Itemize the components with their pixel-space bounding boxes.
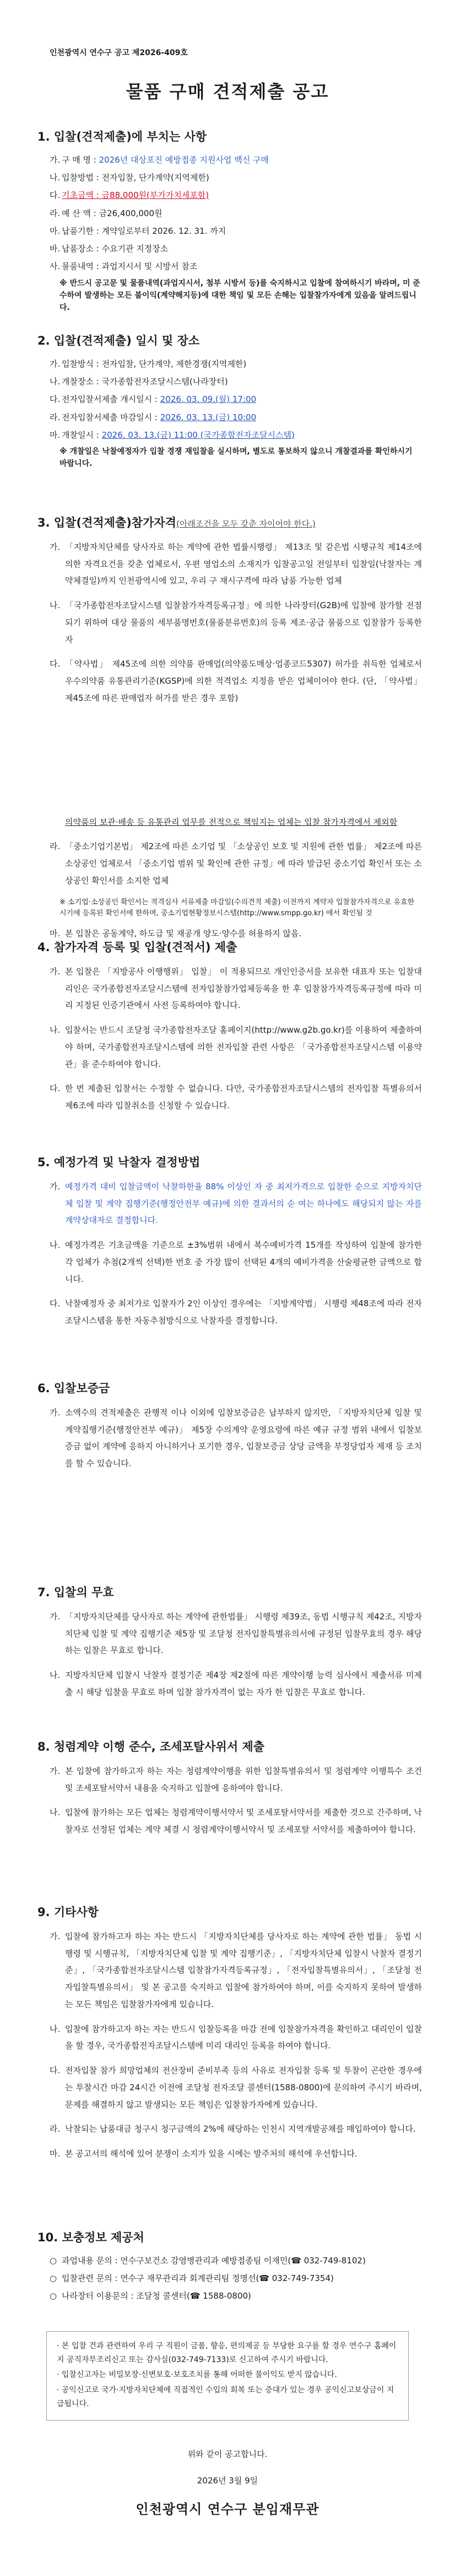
section-heading: 10. 보충정보 제공처 bbox=[37, 2231, 144, 2244]
notice-number: 인천광역시 연수구 공고 제2026-409호 bbox=[50, 49, 188, 57]
notice-line: · 본 입찰 건과 관련하여 우리 구 직원이 금품, 향응, 편의제공 등 부당한 요구를 할 경우 연수구 홈페이지 공직자부조리신고 또는 감사실(032-749-7133)로 신고하여 주시기 바랍니다. bbox=[57, 2342, 397, 2365]
list-item: 다. 한 번 제출된 입찰서는 수정할 수 없습니다. 다만, 국가종합전자조달시스템의 전자입찰 특별유의서 제6조에 따라 입찰취소를 신청할 수 있습니다. bbox=[50, 1083, 422, 1110]
section-1 bbox=[37, 127, 422, 314]
section-heading: 4. 참가자격 등록 및 입찰(견적서) 제출 bbox=[37, 941, 237, 954]
list-item: 나. 입찰에 참가하고자 하는 자는 반드시 입찰등록을 마감 전에 입찰참가자격을 확인하고 대리인이 입찰을 할 경우, 국가종합전자조달시스템에 미리 대리인 등록을 하여야 합니다. bbox=[50, 2024, 422, 2051]
list-item: 나. 「국가종합전자조달시스템 입찰참가자격등록규정」에 의한 나라장터(G2B)에 입찰에 참가할 전점되기 위하여 대상 물품의 세부품명번호(물품분류번호)의 등록 제조·공급 물품으로 입찰참가 등록한 자 bbox=[50, 600, 422, 645]
section-9 bbox=[37, 1902, 422, 2170]
list-item: 나. 지방자치단체 입찰시 낙찰자 결정기준 제4장 제2절에 따른 계약이행 능력 심사에서 제출서류 미제출 시 해당 입찰을 무효로 하며 입찰 참가자격이 없는 자가 한 입찰은 무효로 합니다. bbox=[50, 1670, 422, 1697]
issuing-organization: 인천광역시 연수구 분임재무관 bbox=[136, 2502, 319, 2517]
list-item: 가. 입찰에 참가하고자 하는 자는 반드시 「지방자치단체를 당사자로 하는 계약에 관한 법률」 동법 시행령 및 시행규칙, 「지방자치단체 입찰 및 계약 집행기준」, 「지방자치단체 입찰시 낙찰자 결정기준」, 「국가종합전자조달시스템 입찰참가자격등록규정」, 「전자입찰특별유의서」, 「조달청 전자입찰특별유의서」 및 본 공고를 숙지하고 입찰에 참가하여야 하며, 이를 숙지하지 못하여 발생하는 모든 책임은 입찰참가자에게 있습니다. bbox=[50, 1931, 422, 2009]
section-8 bbox=[37, 1737, 422, 1846]
section-6 bbox=[37, 1378, 422, 1480]
list-item: 다. 낙찰예정자 중 최저가로 입찰자가 2인 이상인 경우에는 「지방계약법」 시행령 제48조에 따라 전자조달시스템을 통한 자동추첨방식으로 낙찰자를 결정합니다. bbox=[50, 1298, 422, 1325]
section-heading: 1. 입찰(견적제출)에 부치는 사항 bbox=[37, 130, 207, 143]
list-item: 가. 「지방자치단체를 당사자로 하는 계약에 관한법률」 시행령 제39조, 동법 시행규칙 제42조, 지방자치단체 입찰 및 계약 집행기준 제5장 및 조달청 전자입찰특별유의서에 규정된 입찰무효의 경우 해당하는 입찰은 무효로 합니다. bbox=[50, 1611, 422, 1656]
section-4 bbox=[37, 937, 422, 1122]
section-heading: 3. 입찰(견적제출)참가자격(아래조건을 모두 갖춘 자이어야 한다.) bbox=[37, 516, 316, 529]
list-item: 마. 본 공고서의 해석에 있어 분쟁이 소지가 있을 시에는 발주처의 해석에 우선합니다. bbox=[50, 2149, 358, 2159]
contact-item: ○ 입찰관련 문의 : 연수구 재무관리과 회계관리팀 정명선(☎ 032-749-7354) bbox=[50, 2273, 334, 2283]
list-item: 가. 구 매 명 : 2026년 대상포진 예방접종 지원사업 백신 구매 bbox=[50, 154, 269, 165]
notice-line: · 공익신고로 국가·지방자치단체에 직접적인 수입의 회복 또는 증대가 있는 경우 공익신고보상금이 지급됩니다. bbox=[57, 2385, 394, 2408]
section-10 bbox=[37, 2228, 422, 2307]
contact-item: ○ 나라장터 이용문의 : 조달청 콜센터(☎ 1588-0800) bbox=[50, 2291, 251, 2301]
list-item: 라. 낙찰되는 납품대금 청구시 청구금액의 2%에 해당하는 인천시 지역개발공채를 매입하여야 합니다. bbox=[50, 2124, 416, 2134]
list-item: 마. 납품기한 : 계약일로부터 2026. 12. 31. 까지 bbox=[50, 226, 226, 236]
section-heading: 9. 기타사항 bbox=[37, 1906, 99, 1919]
list-item: 바. 납품장소 : 수요기관 지정장소 bbox=[50, 244, 169, 254]
list-item: 다. 전자입찰 참가 희망업체의 전산장비 준비부족 등의 사유로 전자입찰 등록 및 투찰이 곤란한 경우에는 투찰시간 마감 24시간 이전에 조달청 전자조달 콜센터(1588-0800)에 문의하여 주시기 바라며, 문제를 해결하지 않고 발생되는 모든 책임은 입찰참가자에게 있습니다. bbox=[50, 2065, 422, 2110]
list-item: 라. 전자입찰서제출 마감일시 : 2026. 03. 13.(금) 10:00 bbox=[50, 412, 257, 422]
list-item: 나. 입찰에 참가하는 모든 업체는 청렴계약이행서약서 및 조세포탈서약서를 제출한 것으로 간주하며, 낙찰자로 선정된 업체는 계약 체결 시 청렴계약이행서약서 및 조세포탈 서약서를 제출하여야 합니다. bbox=[50, 1807, 422, 1834]
list-item: 가. 소액수의 견적제출은 관행적 이나 이외에 입찰보증금은 납부하지 않지만, 「지방자치단체 입찰 및 계약집행기준(행정안전부 예규)」 제5장 수의계약 운영요령에 따른 예규 규정 범위 내에서 입찰보증금 없이 계약에 응하지 아니하거나 포기한 경우, 입찰보증금 상당 금액을 부정당업자 제재 등 조치를 할 수 있습니다. bbox=[50, 1407, 422, 1468]
list-item: 다. 전자입찰서제출 개시일시 : 2026. 03. 09.(월) 17:00 bbox=[50, 394, 257, 405]
section-heading: 8. 청렴계약 이행 준수, 조세포탈사위서 제출 bbox=[37, 1740, 264, 1753]
list-item: 나. 예정가격은 기초금액을 기준으로 ±3%범위 내에서 복수예비가격 15개를 작성하여 입찰에 참가한 각 업체가 추첨(2개씩 선택)한 번호 중 가장 많이 선택된 4개의 예비가격을 산술평균한 금액으로 합니다. bbox=[50, 1240, 422, 1284]
section-note: ※ 개찰일은 낙찰예정자가 입찰 경쟁 재입찰을 실시하며, 별도로 통보하지 않으니 개찰결과를 확인하시기 바랍니다. bbox=[59, 447, 413, 469]
list-item: 가. 「지방자치단체를 당사자로 하는 계약에 관한 법률시행령」 제13조 및 같은법 시행규칙 제14조에 의한 자격요건을 갖춘 업체로서, 우편 영업소의 소재지가 입찰공고일 전일부터 입찰일(낙찰자는 계약체결일)까지 인천광역시에 있고, 우리 구 재시구격에 따라 납품 가능한 업체 bbox=[50, 541, 422, 586]
list-item: 라. 예 산 액 : 금26,400,000원 bbox=[50, 208, 162, 218]
list-item: 가. 예정가격 대비 입찰금액이 낙찰하한율 88% 이상인 자 중 최저가격으로 입찰한 순으로 지방자치단체 입찰 및 계약 집행기준(행정안전부 예규)에 의한 결과서의 순 여는 하나에도 해당되지 않는 자를 계약상대자로 결정합니다. bbox=[50, 1181, 422, 1226]
closing-date: 2026년 3월 9일 bbox=[197, 2476, 258, 2486]
section-subheading: (아래조건을 모두 갖춘 자이어야 한다.) bbox=[176, 519, 316, 529]
list-item: 가. 입찰방식 : 전자입찰, 단가계약, 제한경쟁(지역제한) bbox=[50, 358, 247, 369]
section-heading: 7. 입찰의 무효 bbox=[37, 1586, 114, 1599]
list-item: 다. 기초금액 : 금88,000원(부가가치세포함) bbox=[50, 190, 209, 201]
list-item: 마. 개찰일시 : 2026. 03. 13.(금) 11:00 (국가종합전자조달시스템) bbox=[50, 430, 295, 440]
list-item: 의약품의 보관·배송 등 유통관리 업무를 전적으로 책임지는 업체는 입찰 참가자격에서 제외함 bbox=[65, 817, 398, 827]
list-item: 나. 개찰장소 : 국가종합전자조달시스템(나라장터) bbox=[50, 377, 228, 387]
list-item: 가. 본 입찰에 참가하고자 하는 자는 청렴계약이행을 위한 입찰특별유의서 및 청렴계약 이행특수 조건 및 조세포탈서약서 내용을 숙지하고 입찰에 응하여야 합니다. bbox=[50, 1765, 422, 1793]
section-note: ※ 소기업·소상공인 확인서는 적격심사 서류제출 마감일(수의견적 제출) 이전까지 계약자 입찰참가자격으로 유효한 시기에 등록된 확인서에 한하며, 중소기업현황정보시스템(http://www.smpp.go.kr) 에서 확인됨 것 bbox=[59, 898, 415, 918]
section-5 bbox=[37, 1152, 422, 1337]
section-heading: 6. 입찰보증금 bbox=[37, 1382, 110, 1395]
closing-text: 위와 같이 공고합니다. bbox=[187, 2449, 268, 2459]
section-3 bbox=[37, 513, 422, 950]
section-heading: 5. 예정가격 및 낙찰자 결정방법 bbox=[37, 1156, 201, 1169]
notice-line: · 입찰신고자는 비밀보장·신변보호·보호조치를 통해 어떠한 불이익도 받지 않습니다. bbox=[57, 2370, 337, 2380]
list-item: 마. 본 입찰은 공동계약, 하도급 및 재공개 양도·양수를 허용하지 않음. bbox=[50, 929, 302, 939]
list-item: 다. 「약사법」 제45조에 의한 의약품 판매업(의약품도매상·업종코드5307) 허가를 취득한 업체로서 우수의약품 유통관리기준(KGSP)에 의한 적격업소 지정을 받은 업체이어야 한다. (단, 「약사법」 제45조에 따른 판매업자 허가를 받은 경우 포함) bbox=[50, 659, 422, 703]
page-title: 물품 구매 견적제출 공고 bbox=[126, 81, 329, 102]
contact-item: ○ 과업내용 문의 : 연수구보건소 감염병관리과 예방접종팀 이재민(☎ 032-749-8102) bbox=[50, 2255, 366, 2266]
section-2 bbox=[37, 331, 422, 470]
integrity-notice-box bbox=[46, 2331, 409, 2421]
section-7 bbox=[37, 1582, 422, 1709]
section-note: ※ 반드시 공고문 및 물품내역(과업지시서, 첨부 시방서 등)를 숙지하시고 입찰에 참여하시기 바라며, 미 준수하여 발생하는 모든 불이익(계약해지등)에 대한 책임 및 모든 손해는 입찰참가자에게 있음을 알려드립니다. bbox=[59, 278, 420, 313]
list-item: 가. 본 입찰은 「지방공사 이행행위」 입찰」 이 적용되므로 개인인증서를 보유한 대표자 또는 입찰대리인은 국가종합전자조달시스템에 전자입찰참가업체등록을 한 후 입찰참가자격등록규정에 따라 미리 지정된 인증기관에서 사전 등록하여야 합니다. bbox=[50, 966, 422, 1011]
section-heading: 2. 입찰(견적제출) 일시 및 장소 bbox=[37, 334, 200, 347]
list-item: 나. 입찰서는 반드시 조달청 국가종합전자조달 홈페이지(http://www.g2b.go.kr)를 이용하여 제출하여야 하며, 국가종합전자조달시스템에 의한 전자입찰 관련 사항은 「국가종합전자조달시스템 이용약관」을 준수하여야 합니다. bbox=[50, 1025, 422, 1069]
blank-space bbox=[37, 715, 422, 814]
list-item: 사. 물품내역 : 과업지시서 및 시방서 참조 bbox=[50, 261, 198, 272]
list-item: 나. 입찰방법 : 전자입찰, 단가계약(지역제한) bbox=[50, 173, 209, 183]
list-item: 라. 「중소기업기본법」 제2조에 따른 소기업 및 「소상공인 보호 및 지원에 관한 법률」 제2조에 따른 소상공인 업체로서 「중소기업 범위 및 확인에 관한 규정」에 따라 발급된 중소기업 확인서 또는 소상공인 확인서를 소지한 업체 bbox=[50, 841, 422, 886]
